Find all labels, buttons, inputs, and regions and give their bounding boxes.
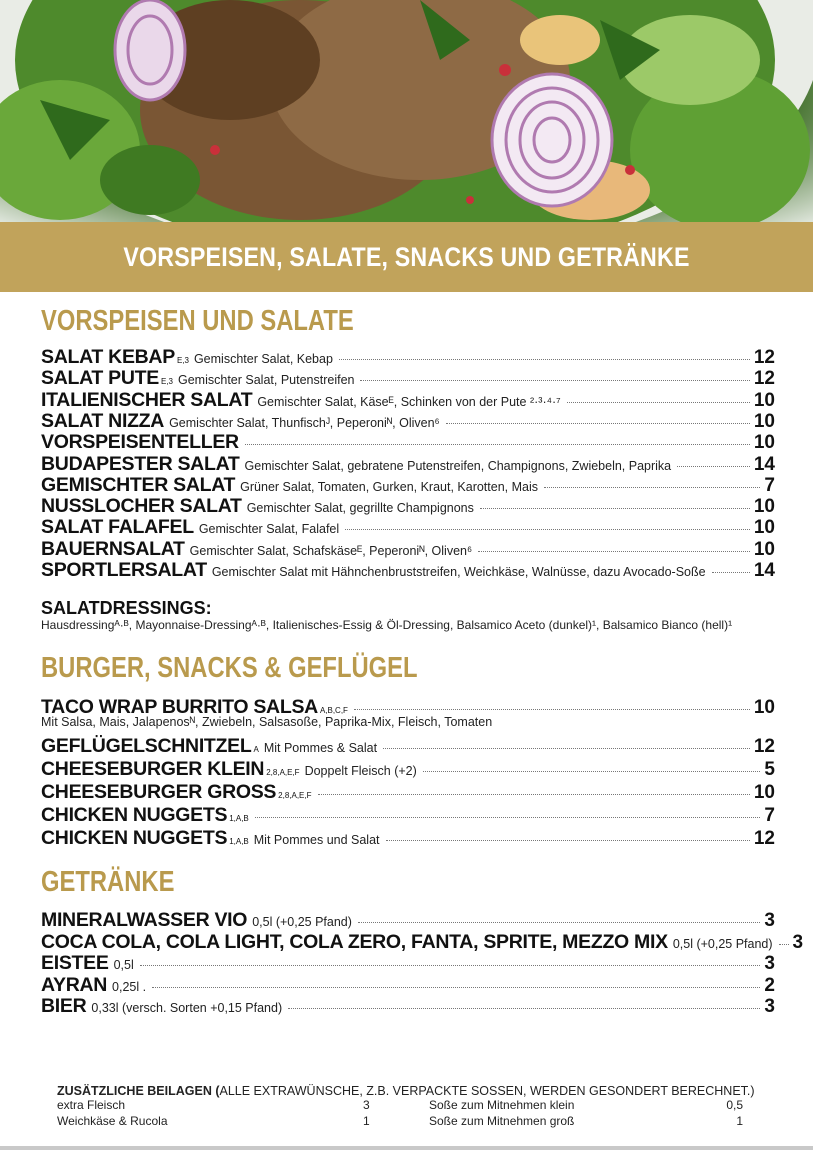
- dot-leader: [354, 709, 750, 710]
- allergen-codes: 1,A,B: [229, 837, 249, 846]
- menu-item-description: 0,33l (versch. Sorten +0,15 Pfand): [91, 1001, 283, 1015]
- menu-item-name: CHICKEN NUGGETS: [41, 804, 228, 826]
- menu-item: [41, 974, 775, 996]
- extras-title-note: ALLE EXTRAWÜNSCHE, Z.B. VERPACKTE SOSSEN, WERDEN GESONDERT BERECHNET.): [219, 1084, 755, 1098]
- dot-leader: [779, 944, 789, 945]
- menu-item-name: TACO WRAP BURRITO SALSA: [41, 696, 318, 718]
- dot-leader: [383, 748, 750, 749]
- extras-title: [57, 1084, 757, 1098]
- dot-leader: [140, 965, 761, 966]
- menu-item-price: 7: [764, 805, 775, 826]
- menu-item: [41, 804, 775, 826]
- menu-item-name: SALAT PUTE: [41, 367, 159, 390]
- menu-item-price: 12: [753, 736, 775, 757]
- allergen-codes: E,3: [160, 377, 173, 387]
- menu-item-description: 0,5l (+0,25 Pfand): [672, 936, 773, 951]
- allergen-codes: 1,A,B: [229, 814, 249, 823]
- dot-leader: [423, 771, 761, 772]
- menu-item-description: Gemischter Salat, Thunfischᴶ, Peperoniᴺ, Oliven⁶: [169, 415, 440, 430]
- extras-item-name: Soße zum Mitnehmen groß: [429, 1114, 575, 1128]
- menu-item-description: Gemischter Salat mit Hähnchenbruststreifen, Weichkäse, Walnüsse, dazu Avocado-Soße: [211, 565, 706, 579]
- bottom-divider: [0, 1146, 813, 1150]
- menu-item-name: BUDAPESTER SALAT: [41, 452, 240, 475]
- menu-item-price: 7: [764, 474, 775, 496]
- menu-item-name: CHEESEBURGER KLEIN: [41, 758, 265, 780]
- menu-item-name: BAUERNSALAT: [41, 537, 185, 560]
- dot-leader: [339, 359, 750, 360]
- menu-item-name: SALAT NIZZA: [41, 409, 165, 432]
- menu-item-name: GEFLÜGELSCHNITZEL: [41, 735, 252, 757]
- menu-item-name: CHEESEBURGER GROSS: [41, 781, 277, 803]
- menu-item-price: 14: [753, 453, 775, 475]
- extras-title-bold: ZUSÄTZLICHE BEILAGEN (: [57, 1084, 220, 1098]
- dot-leader: [288, 1008, 760, 1009]
- allergen-codes: A: [253, 745, 259, 754]
- section-title-drinks: GETRÄNKE: [41, 866, 175, 898]
- menu-item-description: Gemischter Salat, Putenstreifen: [178, 373, 355, 388]
- dot-leader: [677, 466, 750, 467]
- extras-item-name: Weichkäse & Rucola: [57, 1114, 168, 1128]
- menu-item: [41, 930, 804, 953]
- menu-item-description: Mit Pommes und Salat: [253, 833, 380, 847]
- extras-item-name: extra Fleisch: [57, 1098, 126, 1112]
- menu-item-name: GEMISCHTER SALAT: [41, 473, 236, 496]
- menu-item-description: Gemischter Salat, Käseᴱ, Schinken von der Pute ²·³·⁴·⁷: [257, 394, 561, 409]
- menu-item: [41, 431, 775, 453]
- menu-item-price: 3: [764, 953, 775, 974]
- allergen-codes: 2,8,A,E,F: [266, 768, 300, 777]
- extras-item-name: Soße zum Mitnehmen klein: [429, 1098, 575, 1112]
- menu-item: [41, 495, 775, 517]
- menu-item: [41, 735, 775, 757]
- dot-leader: [544, 487, 760, 488]
- dot-leader: [358, 922, 761, 923]
- menu-item-description: Gemischter Salat, gebratene Putenstreifen, Champignons, Zwiebeln, Paprika: [244, 458, 672, 473]
- menu-item: [41, 389, 775, 411]
- menu-item: [41, 781, 775, 803]
- menu-item-name: ITALIENISCHER SALAT: [41, 388, 253, 411]
- menu-item-price: 10: [753, 517, 775, 539]
- dot-leader: [567, 402, 750, 403]
- allergen-codes: 2,8,A,E,F: [278, 791, 312, 800]
- menu-item: [41, 453, 775, 475]
- extras-row: [57, 1114, 757, 1130]
- menu-item: [41, 559, 775, 581]
- menu-item-description: Mit Pommes & Salat: [263, 741, 378, 755]
- dot-leader: [480, 508, 750, 509]
- menu-item-name: SALAT FALAFEL: [41, 516, 194, 539]
- dot-leader: [478, 551, 750, 552]
- menu-item-name: MINERALWASSER VIO: [41, 909, 248, 931]
- menu-item-price: 10: [753, 697, 775, 718]
- dot-leader: [152, 987, 760, 988]
- hero-salad-image: [0, 0, 813, 222]
- dot-leader: [446, 423, 750, 424]
- menu-item-price: 10: [753, 432, 775, 454]
- dot-leader: [245, 444, 750, 445]
- menu-item-name: BIER: [41, 995, 87, 1017]
- menu-item-name: AYRAN: [41, 973, 108, 996]
- menu-item-price: 12: [753, 828, 775, 849]
- menu-item-description: 0,5l (+0,25 Pfand): [252, 915, 352, 929]
- dot-leader: [318, 794, 750, 795]
- menu-item-description: Doppelt Fleisch (+2): [304, 764, 417, 778]
- extras-row: [57, 1098, 757, 1114]
- menu-item: [41, 995, 775, 1017]
- menu-item-price: 10: [753, 410, 775, 432]
- section-title-burger: BURGER, SNACKS & GEFLÜGEL: [41, 652, 418, 684]
- menu-item: [41, 516, 775, 538]
- allergen-codes: A,B,C,F: [319, 706, 348, 715]
- extras-block: [57, 1084, 757, 1130]
- menu-item: [41, 909, 775, 931]
- menu-item-name: NUSSLOCHER SALAT: [41, 495, 242, 518]
- menu-item-description: Gemischter Salat, gegrillte Champignons: [246, 501, 474, 516]
- menu-item: [41, 758, 775, 780]
- menu-item: [41, 827, 775, 849]
- dot-leader: [712, 572, 750, 573]
- menu-item-price: 3: [764, 996, 775, 1017]
- menu-item-price: 3: [764, 910, 775, 931]
- dressings-text: Hausdressingᴬ·ᴮ, Mayonnaise-Dressingᴬ·ᴮ, Italienisches-Essig & Öl-Dressing, Balsamico Aceto (dunkel)¹, Balsamico Bianco (hell)¹: [41, 618, 733, 632]
- menu-item-price: 5: [764, 759, 775, 780]
- menu-item-price: 14: [753, 560, 775, 581]
- dot-leader: [255, 817, 761, 818]
- menu-item: [41, 367, 775, 389]
- section-title-starters: VORSPEISEN UND SALATE: [41, 305, 354, 337]
- allergen-codes: E,3: [176, 356, 189, 365]
- banner-title: VORSPEISEN, SALATE, SNACKS UND GETRÄNKE: [123, 242, 690, 272]
- menu-item-price: 10: [753, 538, 775, 560]
- extras-item-price: 1: [736, 1114, 743, 1128]
- menu-item-name: SPORTLERSALAT: [41, 559, 207, 581]
- dot-leader: [360, 380, 749, 381]
- dressings-title: SALATDRESSINGS:: [41, 598, 212, 618]
- menu-item-price: 12: [753, 347, 775, 368]
- menu-item: [41, 474, 775, 496]
- menu-item-name: EISTEE: [41, 952, 109, 974]
- menu-item-description: Grüner Salat, Tomaten, Gurken, Kraut, Karotten, Mais: [240, 479, 538, 494]
- menu-item: [41, 538, 775, 560]
- menu-item-name: SALAT KEBAP: [41, 346, 175, 368]
- menu-item-price: 3: [792, 931, 804, 953]
- dot-leader: [345, 529, 750, 530]
- category-banner: [0, 222, 813, 292]
- menu-item-description: 0,5l: [113, 958, 134, 972]
- menu-item-subdescription: Mit Salsa, Mais, Jalapenosᴺ, Zwiebeln, Salsasoße, Paprika-Mix, Fleisch, Tomaten: [41, 715, 493, 729]
- menu-item-price: 10: [753, 496, 775, 518]
- dot-leader: [386, 840, 750, 841]
- menu-item: [41, 410, 775, 432]
- menu-item-description: 0,25l .: [112, 979, 147, 994]
- menu-item-name: COCA COLA, COLA LIGHT, COLA ZERO, FANTA, SPRITE, MEZZO MIX: [41, 930, 668, 953]
- menu-item-price: 10: [753, 389, 775, 411]
- extras-item-price: 1: [363, 1114, 370, 1128]
- menu-item-price: 10: [753, 782, 775, 803]
- menu-item-description: Gemischter Salat, Kebap: [193, 352, 333, 366]
- extras-item-price: 0,5: [726, 1098, 743, 1112]
- menu-item: [41, 346, 775, 368]
- menu-item: [41, 952, 775, 974]
- menu-item-name: VORSPEISENTELLER: [41, 431, 239, 454]
- menu-item-description: Gemischter Salat, Schafskäseᴱ, Peperoniᴺ, Oliven⁶: [189, 543, 473, 558]
- menu-item-description: Gemischter Salat, Falafel: [198, 522, 340, 537]
- menu-item-price: 2: [764, 974, 775, 996]
- menu-item-price: 12: [753, 368, 775, 390]
- extras-item-price: 3: [363, 1098, 370, 1112]
- menu-item-name: CHICKEN NUGGETS: [41, 827, 228, 849]
